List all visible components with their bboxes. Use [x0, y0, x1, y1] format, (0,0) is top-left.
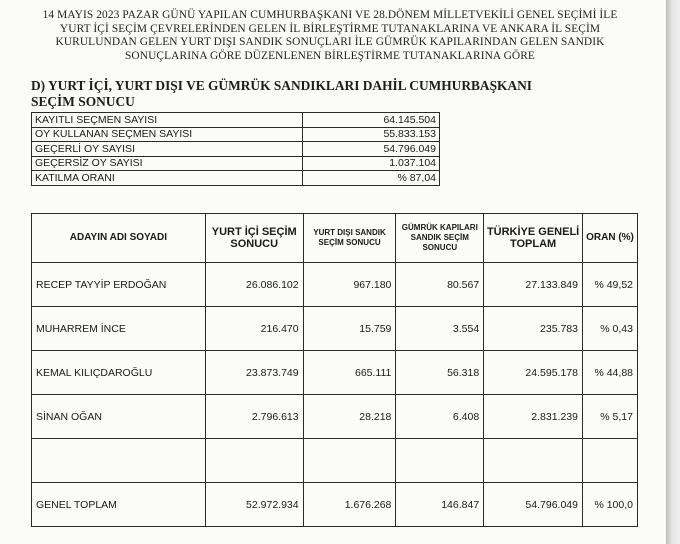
- summary-value: % 87,04: [303, 171, 440, 186]
- cell-domestic: 52.972.934: [205, 483, 303, 527]
- cell-abroad: 28.218: [303, 395, 396, 439]
- summary-label: GEÇERSİZ OY SAYISI: [32, 156, 303, 171]
- cell-domestic: 26.086.102: [205, 263, 303, 307]
- cell-customs: 146.847: [396, 483, 484, 527]
- cell-total: 235.783: [484, 307, 583, 351]
- cell-customs: [396, 439, 484, 483]
- header-line: 14 MAYIS 2023 PAZAR GÜNÜ YAPILAN CUMHURBAŞKANI VE 28.DÖNEM MİLLETVEKİLİ GENEL SEÇİMİ İLE: [42, 9, 618, 21]
- cell-customs: 3.554: [396, 307, 484, 351]
- cell-ratio: % 100,0: [582, 483, 637, 527]
- column-header-total: TÜRKİYE GENELİ TOPLAM: [484, 214, 583, 263]
- results-table: [31, 213, 638, 527]
- page-edge-shadow: [666, 0, 680, 544]
- cell-total: 54.796.049: [484, 483, 583, 527]
- column-header-abroad: YURT DIŞI SANDIK SEÇİM SONUCU: [303, 214, 396, 263]
- section-title-line: D) YURT İÇİ, YURT DIŞI VE GÜMRÜK SANDIKLARI DAHİL CUMHURBAŞKANI: [31, 78, 533, 93]
- table-row: [32, 263, 638, 307]
- cell-total: 2.831.239: [484, 395, 583, 439]
- cell-abroad: 1.676.268: [303, 483, 396, 527]
- table-row: [32, 142, 440, 157]
- table-header-row: [32, 214, 638, 263]
- table-row: [32, 156, 440, 171]
- cell-name: SİNAN OĞAN: [32, 395, 206, 439]
- document-header: [20, 9, 640, 63]
- section-title-line: SEÇİM SONUCU: [31, 93, 135, 109]
- cell-customs: 6.408: [396, 395, 484, 439]
- summary-value: 1.037.104: [303, 156, 440, 171]
- table-row: [32, 127, 440, 142]
- cell-name: GENEL TOPLAM: [32, 483, 206, 527]
- cell-total: 24.595.178: [484, 351, 583, 395]
- table-row: [32, 171, 440, 186]
- header-line: KURULUNDAN GELEN YURT DIŞI SANDIK SONUÇLARI İLE GÜMRÜK KAPILARINDAN GELEN SANDIK: [55, 36, 605, 49]
- cell-name: RECEP TAYYİP ERDOĞAN: [32, 263, 206, 307]
- cell-customs: 80.567: [396, 263, 484, 307]
- cell-name: MUHARREM İNCE: [32, 307, 206, 351]
- summary-table: [31, 112, 440, 186]
- table-row: [32, 483, 638, 527]
- column-header-customs: GÜMRÜK KAPILARI SANDIK SEÇİM SONUCU: [396, 214, 484, 263]
- summary-label: OY KULLANAN SEÇMEN SAYISI: [32, 127, 303, 142]
- table-row: [32, 395, 638, 439]
- column-header-ratio: ORAN (%): [582, 214, 637, 263]
- summary-value: 54.796.049: [303, 142, 440, 157]
- cell-abroad: 15.759: [303, 307, 396, 351]
- header-line: SONUÇLARINA GÖRE DÜZENLENEN BİRLEŞTİRME TUTANAKLARINA GÖRE: [125, 49, 535, 62]
- cell-customs: 56.318: [396, 351, 484, 395]
- cell-abroad: 967.180: [303, 263, 396, 307]
- cell-ratio: % 0,43: [582, 307, 637, 351]
- cell-abroad: [303, 439, 396, 483]
- cell-domestic: 2.796.613: [205, 395, 303, 439]
- cell-domestic: 216.470: [205, 307, 303, 351]
- cell-name: [32, 439, 206, 483]
- summary-label: KAYITLI SEÇMEN SAYISI: [32, 113, 303, 128]
- cell-total: [484, 439, 583, 483]
- cell-ratio: % 49,52: [582, 263, 637, 307]
- cell-name: KEMAL KILIÇDAROĞLU: [32, 351, 206, 395]
- summary-label: GEÇERLİ OY SAYISI: [32, 142, 303, 157]
- summary-label: KATILMA ORANI: [32, 171, 303, 186]
- table-row: [32, 113, 440, 128]
- column-header-name: ADAYIN ADI SOYADI: [32, 214, 206, 263]
- table-row: [32, 439, 638, 483]
- cell-abroad: 665.111: [303, 351, 396, 395]
- summary-value: 55.833.153: [303, 127, 440, 142]
- section-title: [31, 78, 532, 109]
- header-line: YURT İÇİ SEÇİM ÇEVRELERİNDEN GELEN İL BİRLEŞTİRME TUTANAKLARINA VE ANKARA İL SEÇİM: [59, 22, 601, 35]
- cell-total: 27.133.849: [484, 263, 583, 307]
- table-row: [32, 351, 638, 395]
- cell-domestic: 23.873.749: [205, 351, 303, 395]
- cell-ratio: [582, 439, 637, 483]
- table-row: [32, 307, 638, 351]
- summary-value: 64.145.504: [303, 113, 440, 128]
- cell-ratio: % 44,88: [582, 351, 637, 395]
- column-header-domestic: YURT İÇİ SEÇİM SONUCU: [205, 214, 303, 263]
- cell-ratio: % 5,17: [582, 395, 637, 439]
- cell-domestic: [205, 439, 303, 483]
